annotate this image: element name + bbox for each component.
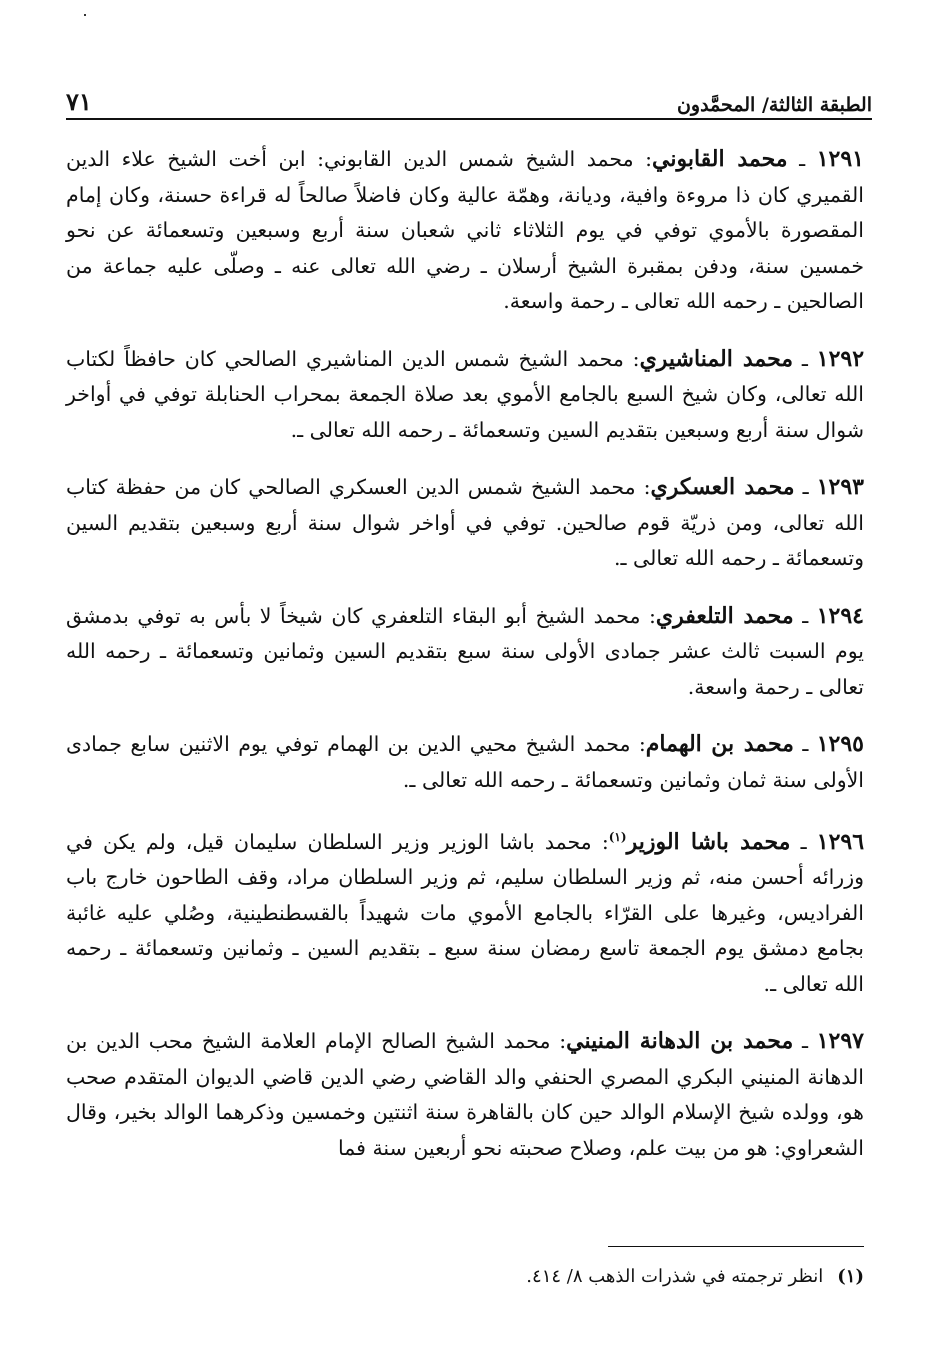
entry-1297 bbox=[66, 1024, 864, 1166]
entry-number: ١٢٩٢ bbox=[816, 345, 865, 372]
entry-dash: ـ bbox=[793, 1029, 817, 1054]
entry-1291 bbox=[66, 142, 864, 320]
entry-name: محمد القابوني bbox=[652, 146, 788, 172]
scan-speck bbox=[84, 14, 86, 16]
entry-name: محمد التلعفري bbox=[655, 602, 794, 629]
entry-dash: ـ bbox=[794, 475, 817, 499]
entry-number: ١٢٩٧ bbox=[816, 1028, 864, 1055]
entry-name: محمد بن الدهانة المنيني bbox=[566, 1028, 794, 1055]
entry-name: محمد بن الهمام bbox=[645, 731, 794, 757]
footnote-rule bbox=[608, 1246, 864, 1247]
entry-1296 bbox=[66, 820, 864, 1002]
entry-dash: ـ bbox=[793, 732, 817, 756]
entry-1293 bbox=[66, 470, 864, 577]
entry-text: : محمد الشيخ شمس الدين العسكري الصالحي كان من حفظة كتاب الله تعالى، ومن ذريّة قوم صالحين. توفي في أواخر شوال سنة أربع وسبعين بتقديم السين وتسعمائة ـ رحمه الله تعالى ـ. bbox=[66, 475, 864, 570]
entry-text: : محمد الشيخ الصالح الإمام العلامة الشيخ محب الدين بن الدهانة المنيني البكري المصري الحنفي والد القاضي رضي الدين قاضي الديوان المتقدم صحب هو، وولده شيخ الإسلام الوالد حين كان بالقاهرة سنة اثنتين وخمسين وذكرهما الوالد بخير، وقال الشعراوي: هو من بيت علم، وصلاح صحبته نحو أربعين سنة فما bbox=[66, 1029, 864, 1160]
entry-text: : محمد الشيخ شمس الدين المناشيري الصالحي كان حافظاً لكتاب الله تعالى، وكان شيخ السبع بالجامع الأموي بعد صلاة الجمعة بمحراب الحنابلة توفي في أواخر شوال سنة أربع وسبعين بتقديم السين وتسعمائة ـ رحمه الله تعالى ـ. bbox=[66, 346, 864, 442]
running-title: الطبقة الثالثة/ المحمَّدون bbox=[676, 94, 872, 116]
entry-name: محمد العسكري bbox=[650, 474, 795, 500]
entry-text: : محمد الشيخ شمس الدين القابوني: ابن أخت الشيخ علاء الدين القميري كان ذا مروءة وافية، وديانة، وهمّة عالية وكان فاضلاً صالحاً له قراءة حسنة، وكان إمام المقصورة بالأموي توفي في يوم الثلاثاء ثاني شعبان سنة أربع وسبعين وتسعمائة عن نحو خمسين سنة، ودفن بمقبرة الشيخ أرسلان ـ رضي الله تعالى عنه ـ وصلّى عليه جماعة من الصالحين ـ رحمه الله تعالى ـ رحمة واسعة. bbox=[66, 147, 864, 313]
entry-name: محمد المناشيري bbox=[639, 345, 794, 372]
footnote-mark: (١) bbox=[837, 1266, 864, 1287]
entry-number: ١٢٩١ bbox=[816, 146, 864, 172]
entry-1295 bbox=[66, 727, 864, 798]
entry-number: ١٢٩٤ bbox=[816, 602, 864, 629]
entry-name: محمد باشا الوزير bbox=[626, 828, 791, 855]
entry-dash: ـ bbox=[790, 829, 817, 854]
page-number: ٧١ bbox=[66, 87, 92, 116]
entry-1294 bbox=[66, 599, 864, 706]
entry-number: ١٢٩٦ bbox=[816, 828, 865, 855]
entry-dash: ـ bbox=[787, 147, 817, 171]
entry-number: ١٢٩٥ bbox=[816, 731, 864, 757]
page-header bbox=[66, 82, 872, 116]
entry-text: : محمد باشا الوزير وزير السلطان سليمان قيل، ولم يكن في وزرائه أحسن منه، ثم وزير السلطان سليم، ثم وزير السلطان مراد، وقف الطاحون خارج باب الفراديس، وغيرها على القرّاء بالجامع الأموي مات شهيداً بالقسطنطينية، وصُلي عليه غائبة بجامع دمشق يوم الجمعة تاسع رمضان سنة سبع ـ بتقديم السين ـ وثمانين وتسعمائة ـ رحمه الله تعالى ـ. bbox=[66, 829, 864, 996]
entry-dash: ـ bbox=[793, 346, 817, 371]
entry-number: ١٢٩٣ bbox=[816, 474, 864, 500]
footnote-text: انظر ترجمته في شذرات الذهب ٨/ ٤١٤. bbox=[526, 1266, 824, 1287]
footnote bbox=[526, 1266, 864, 1287]
entry-text: : محمد الشيخ أبو البقاء التلعفري كان شيخاً لا بأس به توفي بدمشق يوم السبت ثالث عشر جمادى الأولى سنة سبع بتقديم السين وثمانين وتسعمائة ـ رحمه الله تعالى ـ رحمة واسعة. bbox=[66, 603, 864, 699]
header-rule bbox=[66, 118, 872, 120]
entry-dash: ـ bbox=[793, 603, 817, 628]
entries-list bbox=[66, 142, 864, 1188]
entry-1292 bbox=[66, 342, 864, 449]
entry-text: : محمد الشيخ محيي الدين بن الهمام توفي يوم الاثنين سابع جمادى الأولى سنة ثمان وثمانين وتسعمائة ـ رحمه الله تعالى ـ. bbox=[66, 732, 864, 792]
footnote-ref: (١) bbox=[608, 830, 627, 844]
